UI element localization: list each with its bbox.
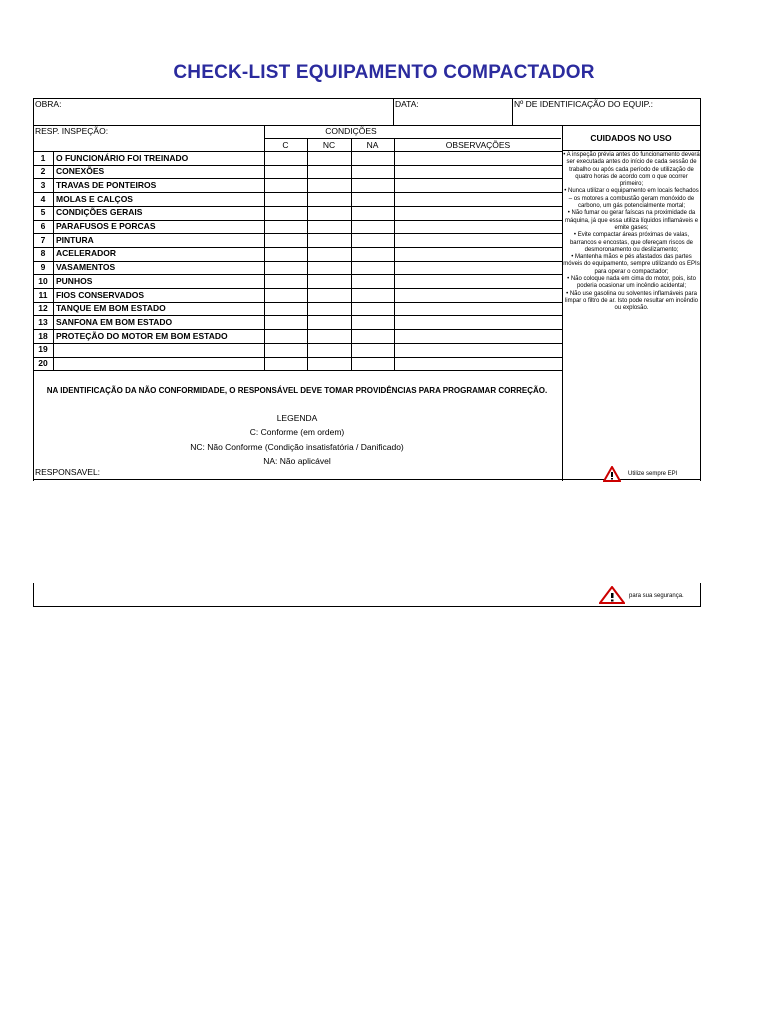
item-label: PUNHOS (56, 275, 93, 286)
item-number: 13 (38, 316, 48, 327)
legenda-c: C: Conforme (em ordem) (249, 427, 345, 437)
item-number: 12 (38, 303, 48, 314)
item-label: CONEXÕES (56, 166, 105, 177)
item-number: 5 (40, 207, 46, 218)
nao-conformidade-note: NA IDENTIFICAÇÃO DA NÃO CONFORMIDADE, O RESPONSÁVEL DEVE TOMAR PROVIDÊNCIAS PARA PROGRAMAR CORREÇÃO. (46, 386, 548, 395)
row-divider (33, 357, 562, 358)
legenda-nc: NC: Não Conforme (Condição insatisfatória / Danificado) (190, 442, 404, 452)
epi-text: Utilize sempre EPI (628, 471, 678, 477)
item-label: ACELERADOR (56, 248, 116, 259)
item-label: PROTEÇÃO DO MOTOR EM BOM ESTADO (56, 330, 228, 341)
item-number: 3 (40, 179, 46, 190)
frame-right-line (700, 98, 701, 481)
divider (512, 98, 513, 125)
col-nc-label: NC (322, 140, 336, 150)
seguranca-text: para sua segurança. (629, 593, 684, 599)
divider (264, 138, 561, 139)
item-label: FIOS CONSERVADOS (56, 289, 145, 300)
item-label: TANQUE EM BOM ESTADO (56, 303, 166, 314)
item-number: 19 (38, 344, 48, 355)
item-number: 8 (40, 248, 46, 259)
item-number: 10 (38, 275, 48, 286)
data-label: DATA: (395, 99, 419, 109)
item-label: O FUNCIONÁRIO FOI TREINADO (56, 152, 189, 163)
item-number: 6 (40, 221, 46, 231)
item-number: 7 (40, 234, 46, 245)
item-label: TRAVAS DE PONTEIROS (56, 179, 157, 190)
divider (33, 583, 34, 607)
cuidado-item: • Evite compactar áreas próximas de valas, barrancos e encostas, que ofereçam riscos de desmoronamento ou deslizamento; (569, 232, 694, 253)
divider (394, 138, 395, 371)
cuidados-label: CUIDADOS NO USO (590, 133, 672, 143)
item-label: CONDIÇÕES GERAIS (56, 207, 143, 218)
item-label: MOLAS E CALÇOS (56, 193, 133, 204)
legenda-title: LEGENDA (276, 413, 318, 423)
divider (33, 479, 700, 480)
divider (264, 125, 265, 371)
obra-label: OBRA: (35, 99, 62, 109)
legenda-na: NA: Não aplicável (263, 456, 331, 466)
item-label: PINTURA (56, 234, 94, 245)
cuidado-item: • Nunca utilizar o equipamento em locais fechados – os motores a combustão geram monóxido de carbono, um gás potencialmente mortal; (564, 188, 699, 210)
divider (33, 606, 700, 607)
divider (393, 98, 394, 125)
resp-inspecao-label: RESP. INSPEÇÃO: (35, 126, 109, 136)
cuidado-item: • Mantenha mãos e pés afastados das partes móveis do equipamento, sempre utilizando os EPIs para operar o compactador; (563, 254, 700, 275)
item-label: SANFONA EM BOM ESTADO (56, 316, 173, 327)
item-label: VASAMENTOS (56, 262, 116, 273)
divider (562, 150, 700, 151)
col-c-label: C (282, 140, 289, 150)
divider (307, 138, 308, 371)
cuidado-item: • Não fumar ou gerar faíscas na proximidade da máquina, já que essa utiliza líquidos inflamáveis e emite gases; (564, 210, 699, 231)
item-number: 20 (38, 358, 48, 368)
item-number: 18 (38, 330, 48, 341)
condicoes-label: CONDIÇÕES (325, 126, 377, 136)
divider (700, 583, 701, 607)
cuidado-item: • A inspeção prévia antes do funcionamento deverá ser executada antes do início de cada sessão de trabalho ou após cada período de utilização de quatro horas de acordo com o que ocorrer primeiro; (563, 152, 700, 188)
warning-icon (603, 466, 621, 482)
row-divider (33, 370, 562, 371)
col-na-label: NA (366, 140, 379, 150)
row-divider (33, 343, 562, 344)
item-number: 1 (40, 152, 46, 163)
divider (351, 138, 352, 371)
col-obs-label: OBSERVAÇÕES (445, 140, 511, 150)
equip-id-label: Nº DE IDENTIFICAÇÃO DO EQUIP.: (514, 99, 653, 109)
cuidado-item: • Não use gasolina ou solventes inflamáveis para limpar o filtro de ar. Isto pode resultar em incêndio ou explosão. (564, 290, 699, 312)
item-label: PARAFUSOS E PORCAS (56, 221, 156, 231)
cuidados-list (563, 152, 700, 313)
item-number: 2 (40, 166, 46, 177)
warning-icon (599, 586, 625, 604)
item-number: 11 (38, 289, 48, 300)
cuidado-item: • Não coloque nada em cima do motor, pois, isto poderia ocasionar um incêndio acidental; (567, 276, 696, 290)
item-number: 4 (40, 193, 46, 204)
responsavel-label: RESPONSAVEL: (35, 467, 101, 477)
page-title: CHECK-LIST EQUIPAMENTO COMPACTADOR (173, 62, 595, 83)
item-number: 9 (40, 262, 46, 273)
